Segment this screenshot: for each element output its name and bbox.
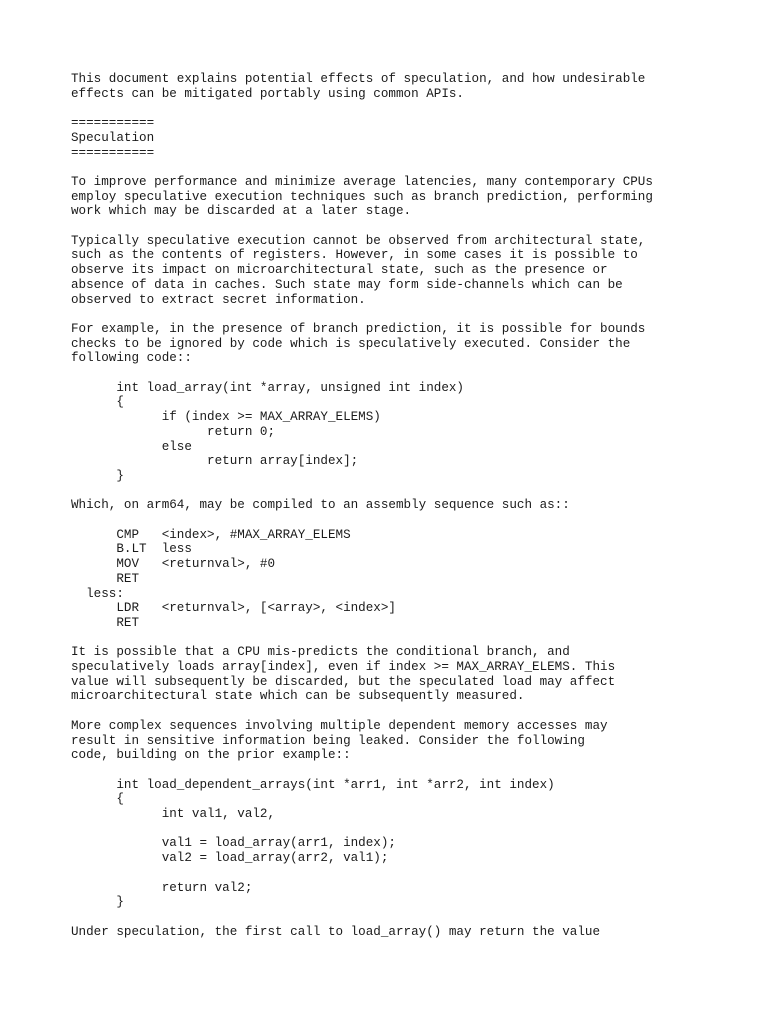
paragraph-side-channels: Typically speculative execution cannot be observed from architectural state, such as the contents of registers. However, in some cases it is possible to observe its impact on microarchitectural state, such as the presence or absence of data in caches. Such state may form side-channels which can be observed to extract secret information. bbox=[71, 233, 646, 307]
code-block-assembly: CMP <index>, #MAX_ARRAY_ELEMS B.LT less MOV <returnval>, #0 RET less: LDR <returnval>, [<array>, <index>] RET bbox=[86, 527, 396, 630]
code-block-load-dependent-arrays: int load_dependent_arrays(int *arr1, int *arr2, int index) { int val1, val2, val1 = load_array(arr1, index); val2 = load_array(arr2, val1); return val2; } bbox=[116, 777, 555, 910]
paragraph-under-speculation: Under speculation, the first call to load_array() may return the value bbox=[71, 924, 601, 939]
paragraph-complex-sequences: More complex sequences involving multiple dependent memory accesses may result in sensitive information being leaked. Consider the following code, building on the prior example:: bbox=[71, 718, 608, 763]
document-page bbox=[71, 72, 731, 939]
paragraph-arm64: Which, on arm64, may be compiled to an assembly sequence such as:: bbox=[71, 498, 570, 513]
code-block-load-array: int load_array(int *array, unsigned int index) { if (index >= MAX_ARRAY_ELEMS) return 0; else return array[index]; } bbox=[116, 380, 464, 483]
paragraph-bounds-checks: For example, in the presence of branch prediction, it is possible for bounds checks to be ignored by code which is speculatively executed. Consider the following code:: bbox=[71, 321, 646, 366]
paragraph-performance: To improve performance and minimize average latencies, many contemporary CPUs employ speculative execution techniques such as branch prediction, performing work which may be discarded at a later stage. bbox=[71, 174, 653, 219]
intro-paragraph: This document explains potential effects of speculation, and how undesirable effects can be mitigated portably using common APIs. bbox=[71, 72, 646, 101]
section-heading-speculation: =========== Speculation =========== bbox=[71, 116, 155, 160]
paragraph-mispredict: It is possible that a CPU mis-predicts the conditional branch, and speculatively loads array[index], even if index >= MAX_ARRAY_ELEMS. This value will subsequently be discarded, but the speculated load may affect microarchitectural state which can be subsequently measured. bbox=[71, 645, 616, 704]
